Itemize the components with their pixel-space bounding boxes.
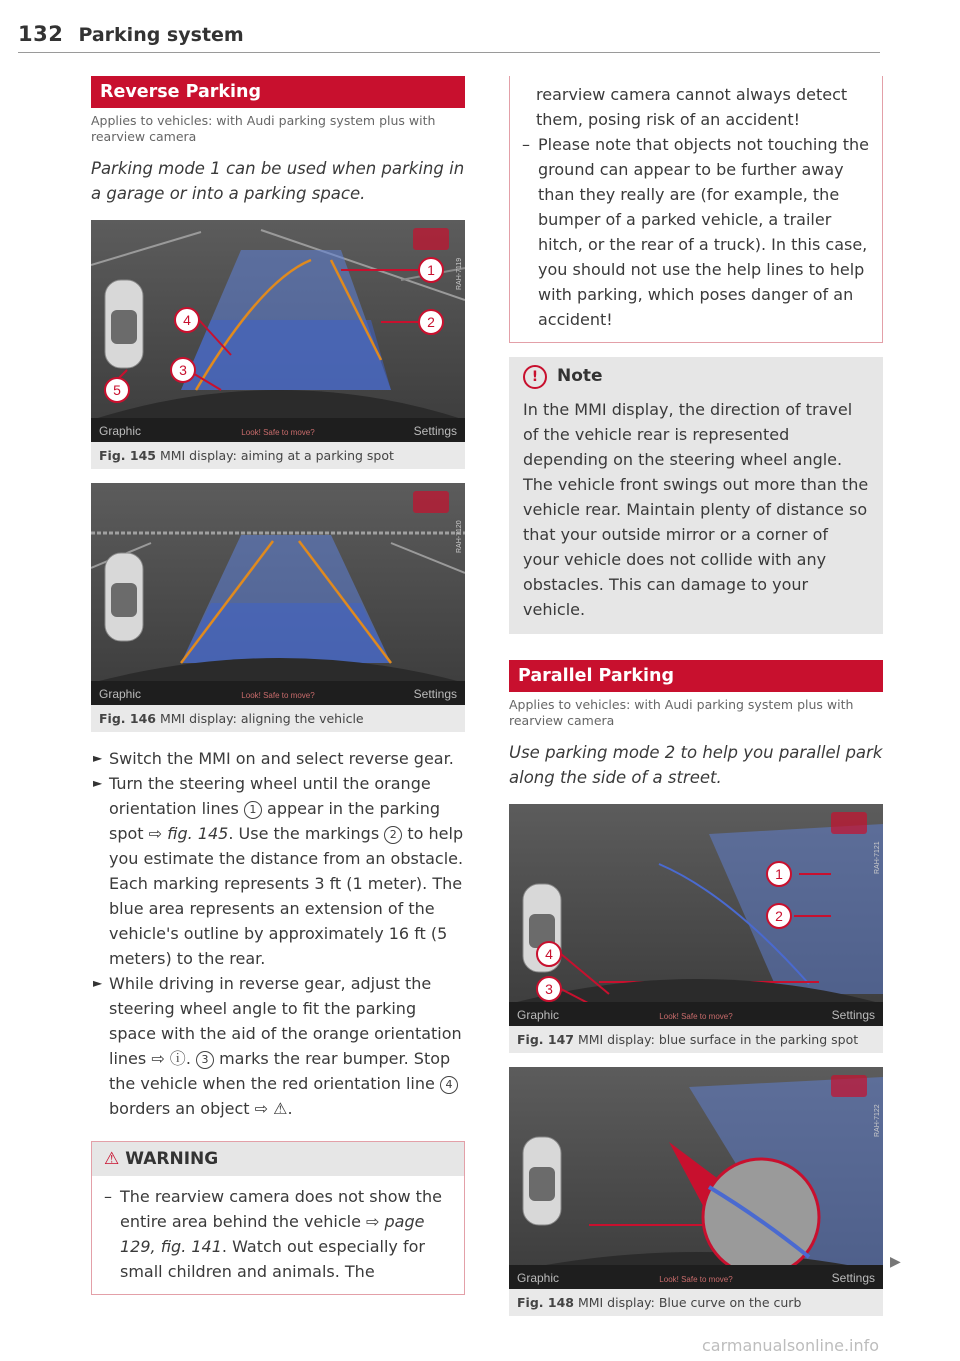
figure-146-caption: Fig. 146 MMI display: aligning the vehicle	[99, 711, 364, 726]
svg-text:2: 2	[427, 314, 435, 330]
callout-ref-1: 1	[244, 801, 262, 819]
list-item: ► While driving in reverse gear, adjust the steering wheel angle to fit the parking space with the aid of the orange orientation lines ⇨ ⓘ. 3 marks the rear bumper. Stop the vehicle when the red orientation line 4 borders an object ⇨ ⚠.	[91, 971, 465, 1121]
mmi-screen-146	[91, 483, 465, 705]
callout-4	[537, 942, 561, 966]
callout-ref-3: 3	[196, 1051, 214, 1069]
callout-1	[419, 258, 443, 282]
figure-145-caption: Fig. 145 MMI display: aiming at a parking spot	[99, 448, 394, 463]
svg-text:4: 4	[545, 946, 553, 962]
info-exclamation-icon: !	[523, 365, 547, 389]
figure-145	[91, 220, 465, 469]
section-title: Parking system	[78, 24, 244, 46]
figure-code: RAH-7121	[874, 841, 881, 874]
warning-link[interactable]: ⇨ ⚠.	[254, 1099, 293, 1118]
bar-graphic: Graphic	[99, 687, 142, 701]
figure-148-caption: Fig. 148 MMI display: Blue curve on the curb	[517, 1295, 802, 1310]
callout-4	[175, 308, 199, 332]
bar-graphic: Graphic	[99, 424, 142, 438]
bar-settings: Settings	[831, 1271, 875, 1285]
svg-text:4: 4	[183, 312, 191, 328]
note-heading: ! Note	[523, 365, 869, 389]
callout-5	[105, 378, 129, 402]
svg-text:2: 2	[775, 908, 783, 924]
bullet-triangle-icon: ►	[93, 776, 103, 790]
callout-3	[537, 977, 561, 1001]
callout-2	[419, 310, 443, 334]
figure-147-caption: Fig. 147 MMI display: blue surface in the parking spot	[517, 1032, 859, 1047]
figure-code: RAH-7120	[456, 520, 463, 553]
bullet-triangle-icon: ►	[93, 751, 103, 765]
callout-2	[767, 904, 791, 928]
bar-graphic: Graphic	[517, 1008, 560, 1022]
applies-note: Applies to vehicles: with Audi parking system plus with rearview camera	[509, 697, 854, 728]
warning-heading: ⚠ WARNING	[92, 1142, 464, 1176]
figure-148	[509, 1067, 883, 1316]
warning-item: – The rearview camera does not show the entire area behind the vehicle ⇨ page 129, fig. 141. Watch out especially for small children and animals. The	[104, 1184, 452, 1284]
mmi-screen-147	[509, 804, 883, 1026]
list-item: ► Turn the steering wheel until the orange orientation lines 1 appear in the parking spot ⇨ fig. 145. Use the markings 2 to help you estimate the distance from an obstacle. Each marking represents 3 ft (1 meter). The blue area represents an extension of the vehicle's outline by approximately 16 ft (5 meters) to the rear.	[91, 771, 465, 971]
note-text: In the MMI display, the direction of travel of the vehicle rear is represented depending on the steering wheel angle. The vehicle front swings out more than the vehicle rear. Maintain plenty of distance so that your outside mirror or a corner of your vehicle does not collide with any obstacles. This can damage to your vehicle.	[523, 400, 869, 619]
instruction-list	[91, 746, 465, 1121]
bar-warning: Look! Safe to move?	[241, 691, 315, 700]
svg-text:3: 3	[545, 981, 553, 997]
callout-1	[767, 862, 791, 886]
reverse-parking-heading: Reverse Parking	[91, 76, 465, 108]
warning-item: – Please note that objects not touching the ground can appear to be further away than they really are (for example, the bumper of a parked vehicle, a trailer hitch, or the rear of a truck). In this case, you should not use the help lines to help with parking, which poses danger of an accident!	[522, 132, 870, 332]
svg-text:1: 1	[775, 866, 783, 882]
figure-146	[91, 483, 465, 732]
warning-box-continued: rearview camera cannot always detect them, posing risk of an accident! – Please note that objects not touching the ground can appear to be further away than they really are (for example, the bumper of a parked vehicle, a trailer hitch, or the rear of a truck). In this case, you should not use the help lines to help with parking, which poses danger of an accident!	[509, 76, 883, 343]
bar-settings: Settings	[413, 687, 457, 701]
svg-text:5: 5	[113, 382, 121, 398]
bar-graphic: Graphic	[517, 1271, 560, 1285]
callout-ref-4: 4	[440, 1076, 458, 1094]
bar-settings: Settings	[413, 424, 457, 438]
mmi-screen-145	[91, 220, 465, 442]
mmi-screen-148	[509, 1067, 883, 1289]
bar-warning: Look! Safe to move?	[659, 1275, 733, 1284]
bullet-triangle-icon: ►	[93, 976, 103, 990]
parallel-parking-heading: Parallel Parking	[509, 660, 883, 692]
page-number: 132	[18, 22, 64, 46]
note-box	[509, 357, 883, 634]
bar-settings: Settings	[831, 1008, 875, 1022]
right-column	[509, 76, 883, 1316]
bar-warning: Look! Safe to move?	[241, 428, 315, 437]
svg-text:3: 3	[179, 362, 187, 378]
callout-3	[171, 358, 195, 382]
left-column	[91, 76, 465, 1295]
page-link[interactable]: ⇨ page 129, fig. 141	[120, 1212, 425, 1256]
continue-arrow-icon: ▶	[890, 1254, 901, 1270]
note-link[interactable]: ⇨ ⓘ	[151, 1049, 186, 1068]
applies-note: Applies to vehicles: with Audi parking system plus with rearview camera	[91, 113, 436, 144]
figure-code: RAH-7122	[874, 1104, 881, 1137]
page-header	[18, 22, 880, 53]
warning-box	[91, 1141, 465, 1295]
watermark: carmanualsonline.info	[702, 1336, 880, 1355]
svg-text:1: 1	[427, 262, 435, 278]
intro-text: Parking mode 1 can be used when parking in a garage or into a parking space.	[91, 159, 465, 203]
figure-link[interactable]: ⇨ fig. 145	[148, 824, 229, 843]
figure-code: RAH-7119	[456, 257, 463, 290]
warning-triangle-icon: ⚠	[104, 1149, 120, 1169]
figure-147	[509, 804, 883, 1053]
intro-text: Use parking mode 2 to help you parallel park along the side of a street.	[509, 743, 883, 787]
bar-warning: Look! Safe to move?	[659, 1012, 733, 1021]
callout-ref-2: 2	[384, 826, 402, 844]
list-item: ► Switch the MMI on and select reverse gear.	[91, 746, 465, 771]
